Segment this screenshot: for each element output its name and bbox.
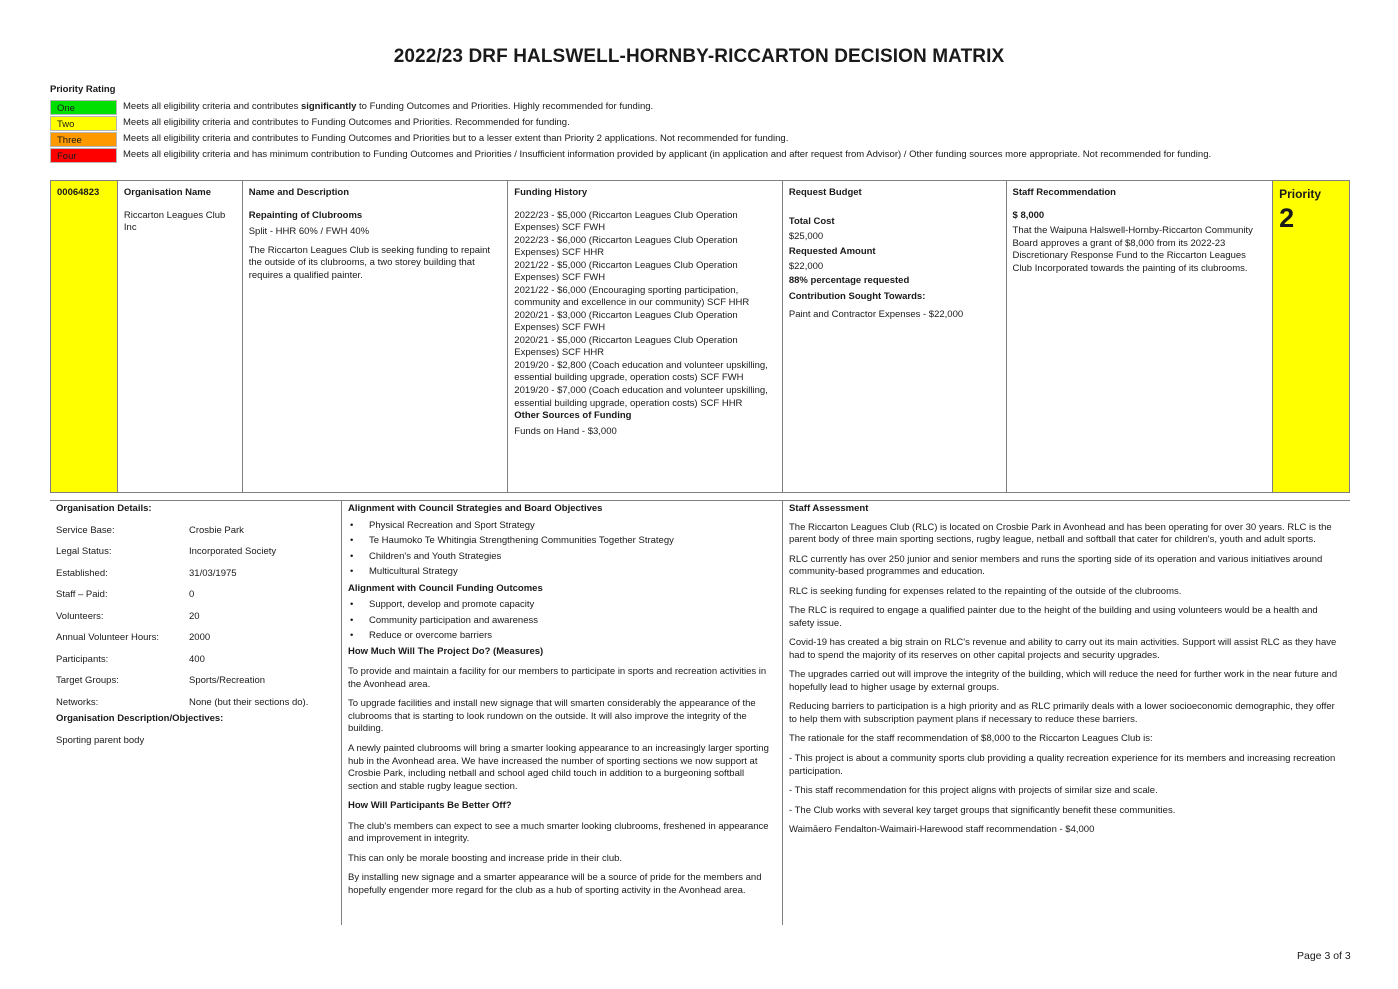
legend-description xyxy=(123,117,570,130)
org-header: Organisation Name xyxy=(123,187,212,198)
legend-text-pre: Meets all eligibility criteria and contributes xyxy=(123,101,301,113)
history-item: 2019/20 - $2,800 (Coach education and volunteer upskilling, essential building upgrade, operation costs) SCF FWH xyxy=(514,359,768,384)
funding-history-cell xyxy=(508,181,783,492)
history-item: 2022/23 - $6,000 (Riccarton Leagues Club Operation Expenses) SCF HHR xyxy=(514,234,738,259)
better-off-paragraph: The club's members can expect to see a much smarter looking clubrooms, freshened in appearance and improvement in integrity. xyxy=(348,820,769,845)
detail-value: 0 xyxy=(189,589,195,601)
legend-description xyxy=(123,149,1211,162)
record-id: 00064823 xyxy=(57,187,100,198)
measure-paragraph: To provide and maintain a facility for our members to participate in sports and recreation activities in the Avonhead area. xyxy=(348,666,767,690)
legend-row xyxy=(50,100,1350,116)
assessment-paragraph: RLC is seeking funding for expenses related to the repainting of the outside of the clubrooms. xyxy=(789,585,1182,597)
assessment-paragraph: Waimāero Fendalton-Waimairi-Harewood staff recommendation - $4,000 xyxy=(789,824,1095,836)
detail-row xyxy=(56,611,335,624)
detail-value: 31/03/1975 xyxy=(189,567,237,579)
detail-row xyxy=(56,632,335,645)
staff-text: That the Waipuna Halswell-Hornby-Riccarton Community Board approves a grant of $8,000 from its 2022-23 Discretionary Response Fund to the Riccarton Leagues Club Incorporated towards the painting of its clubrooms. xyxy=(1012,225,1253,274)
outcome-item: • Support, develop and promote capacity xyxy=(348,599,776,612)
detail-row xyxy=(56,589,335,602)
legend-description xyxy=(123,101,653,114)
staff-header: Staff Recommendation xyxy=(1012,187,1116,198)
record-id-cell xyxy=(51,181,118,492)
priority-swatch: Three xyxy=(50,132,117,147)
split-text: Split - HHR 60% / FWH 40% xyxy=(248,226,370,238)
detail-label: Participants: xyxy=(56,653,109,665)
detail-value: 20 xyxy=(189,610,200,622)
detail-row xyxy=(56,675,335,688)
objectives-header: Organisation Description/Objectives: xyxy=(56,713,224,725)
staff-amount: $ 8,000 xyxy=(1012,209,1045,221)
priority-swatch: Four xyxy=(50,148,117,163)
legend-row xyxy=(50,148,1350,164)
detail-label: Annual Volunteer Hours: xyxy=(56,632,159,644)
detail-value: 2000 xyxy=(189,632,211,644)
organisation-cell xyxy=(118,181,243,492)
history-item: 2021/22 - $5,000 (Riccarton Leagues Club Operation Expenses) SCF FWH xyxy=(514,259,738,284)
other-sources: Funds on Hand - $3,000 xyxy=(514,425,617,437)
strategies-list xyxy=(348,520,776,579)
detail-label: Staff – Paid: xyxy=(56,589,108,601)
name-description-cell xyxy=(243,181,509,492)
detail-label: Service Base: xyxy=(56,524,115,536)
requested-label: Requested Amount xyxy=(788,245,876,257)
history-list xyxy=(514,210,776,411)
strategies-header: Alignment with Council Strategies and Board Objectives xyxy=(348,503,603,514)
history-item: 2020/21 - $3,000 (Riccarton Leagues Club Operation Expenses) SCF FWH xyxy=(514,309,738,334)
detail-label: Volunteers: xyxy=(56,610,104,622)
legend-row xyxy=(50,132,1350,148)
staff-recommendation-cell xyxy=(1007,181,1274,492)
detail-label: Established: xyxy=(56,567,108,579)
page-number: Page 3 of 3 xyxy=(1297,950,1351,962)
detail-label: Legal Status: xyxy=(56,546,112,558)
record-row xyxy=(50,180,1350,493)
contribution-text: Paint and Contractor Expenses - $22,000 xyxy=(788,308,964,320)
outcomes-list xyxy=(348,599,776,643)
detail-value: None (but their sections do). xyxy=(189,696,309,708)
priority-swatch: One xyxy=(50,100,117,115)
total-cost-label: Total Cost xyxy=(788,215,835,227)
details-header: Organisation Details: xyxy=(56,503,152,514)
legend-title: Priority Rating xyxy=(50,84,116,95)
assessment-paragraph: - The Club works with several key target groups that significantly benefit these communities. xyxy=(789,804,1176,816)
details-section xyxy=(50,500,1350,925)
objectives-text: Sporting parent body xyxy=(56,734,145,746)
priority-cell xyxy=(1273,181,1349,492)
strategy-item: • Multicultural Strategy xyxy=(348,566,776,579)
percentage-requested: 88% percentage requested xyxy=(788,274,910,286)
assessment-paragraph: - This project is about a community sports club providing a quality recreation experience for its members and increasing recreation participation. xyxy=(789,752,1336,777)
detail-row xyxy=(56,654,335,667)
legend-text-bold: significantly xyxy=(300,101,357,113)
detail-row xyxy=(56,568,335,581)
staff-assessment-column xyxy=(783,501,1350,925)
history-item: 2021/22 - $6,000 (Encouraging sporting participation, community and excellence in our community) SCF HHR xyxy=(514,284,750,309)
priority-swatch: Two xyxy=(50,116,117,131)
history-item: 2022/23 - $5,000 (Riccarton Leagues Club Operation Expenses) SCF FWH xyxy=(514,209,738,234)
strategy-item: • Te Haumoko Te Whitingia Strengthening Communities Together Strategy xyxy=(348,535,776,548)
detail-label: Networks: xyxy=(56,696,99,708)
legend-row xyxy=(50,116,1350,132)
request-budget-cell xyxy=(783,181,1007,492)
strategy-item: • Physical Recreation and Sport Strategy xyxy=(348,520,776,533)
strategy-item: • Children's and Youth Strategies xyxy=(348,551,776,564)
priority-header: Priority xyxy=(1279,187,1322,201)
alignment-column xyxy=(342,501,783,925)
detail-value: Crosbie Park xyxy=(189,524,244,536)
outcomes-header: Alignment with Council Funding Outcomes xyxy=(348,582,543,594)
measure-paragraph: A newly painted clubrooms will bring a smarter looking appearance to an increasingly larger sporting hub in the Avonhead area. We have increased the number of sporting sections we now support at Crosbie Park, including netball and school aged child touch in addition to a burgeoning softball section and stable rugby league section. xyxy=(348,742,769,792)
budget-header: Request Budget xyxy=(788,187,862,198)
detail-row xyxy=(56,546,335,559)
assessment-paragraph: The upgrades carried out will improve the integrity of the building, which will reduce the need for further work in the near future and hopefully lead to higher usage by external groups. xyxy=(789,669,1338,693)
assessment-paragraph: RLC currently has over 250 junior and senior members and runs the sporting side of its operation and various initiatives around community-based programmes and education. xyxy=(789,553,1323,578)
detail-label: Target Groups: xyxy=(56,675,119,687)
detail-row xyxy=(56,697,335,710)
assessment-paragraph: Reducing barriers to participation is a high priority and as RLC primarily deals with a lower socioeconomic demographic, they offer to help them with subscription payment plans if necessary to reduce these barriers. xyxy=(789,701,1335,725)
assessment-paragraph: The rationale for the staff recommendation of $8,000 to the Riccarton Leagues Club is: xyxy=(789,733,1153,745)
better-off-paragraph: By installing new signage and a smarter appearance will be a source of pride for the members and hopefully engender more regard for the club as a hub of sporting activity in the Avonhead area. xyxy=(348,872,762,896)
detail-value: Sports/Recreation xyxy=(189,675,266,687)
page-title: 2022/23 DRF HALSWELL-HORNBY-RICCARTON DECISION MATRIX xyxy=(393,46,1005,67)
legend-text-post: to Funding Outcomes and Priorities. Highly recommended for funding. xyxy=(356,101,654,113)
measures-list xyxy=(348,666,776,793)
assessment-paragraph: The Riccarton Leagues Club (RLC) is located on Crosbie Park in Avonhead and has been operating for over 30 years. RLC is the parent body of three main sporting sections, rugby league, netball and softball that cater for children's, youth and adult sports. xyxy=(789,521,1332,546)
requested-amount: $22,000 xyxy=(788,261,824,273)
better-off-paragraph: This can only be morale boosting and increase pride in their club. xyxy=(348,852,623,864)
legend-text-pre: Meets all eligibility criteria and has minimum contribution to Funding Outcomes and Priorities / Insufficient information provided by applicant (in application and after request from Advisor) / Other funding sources more appropriate. Not recommended for funding. xyxy=(123,149,1212,161)
legend-description xyxy=(123,133,788,146)
legend-text-pre: Meets all eligibility criteria and contributes to Funding Outcomes and Priorities. Recommended for funding. xyxy=(123,117,570,129)
better-off-list xyxy=(348,821,776,898)
org-name: Riccarton Leagues Club Inc xyxy=(123,209,226,234)
history-header: Funding History xyxy=(514,187,588,198)
contribution-label: Contribution Sought Towards: xyxy=(788,291,926,303)
name-header: Name and Description xyxy=(248,187,350,198)
outcome-item: • Community participation and awareness xyxy=(348,615,776,628)
detail-value: 400 xyxy=(189,653,205,665)
legend-text-pre: Meets all eligibility criteria and contributes to Funding Outcomes and Priorities but to a lesser extent than Priority 2 applications. Not recommended for funding. xyxy=(123,133,789,145)
better-off-header: How Will Participants Be Better Off? xyxy=(348,800,512,812)
assessment-paragraph: Covid-19 has created a big strain on RLC's revenue and ability to carry out its main activities. Support will assist RLC as they have had to spend the majority of its reserves on other capital projects and security upgrades. xyxy=(789,637,1337,661)
history-item: 2020/21 - $5,000 (Riccarton Leagues Club Operation Expenses) SCF HHR xyxy=(514,334,738,359)
outcome-item: • Reduce or overcome barriers xyxy=(348,630,776,643)
priority-value: 2 xyxy=(1279,202,1295,233)
project-description: The Riccarton Leagues Club is seeking funding to repaint the outside of its clubrooms, a two storey building that requires a qualified painter. xyxy=(248,244,491,281)
assessment-paragraph: The RLC is required to engage a qualified painter due to the height of the building and using volunteers would be a health and safety issue. xyxy=(789,605,1318,629)
history-item: 2019/20 - $7,000 (Coach education and volunteer upskilling, essential building upgrade, operation costs) SCF HHR xyxy=(514,384,768,409)
detail-row xyxy=(56,525,335,538)
assessment-list xyxy=(789,522,1344,837)
total-cost: $25,000 xyxy=(788,231,824,243)
other-sources-header: Other Sources of Funding xyxy=(514,410,632,422)
measures-header: How Much Will The Project Do? (Measures) xyxy=(348,645,544,657)
assessment-header: Staff Assessment xyxy=(789,503,869,514)
detail-value: Incorporated Society xyxy=(189,546,277,558)
priority-legend xyxy=(50,84,1350,164)
organisation-details xyxy=(50,501,342,925)
project-title: Repainting of Clubrooms xyxy=(248,209,363,221)
measure-paragraph: To upgrade facilities and install new signage that will smarten considerably the appearance of the clubrooms that is starting to look rundown on the outside. It will also improve the integrity of the building. xyxy=(348,698,756,735)
assessment-paragraph: - This staff recommendation for this project aligns with projects of similar size and scale. xyxy=(789,785,1158,797)
